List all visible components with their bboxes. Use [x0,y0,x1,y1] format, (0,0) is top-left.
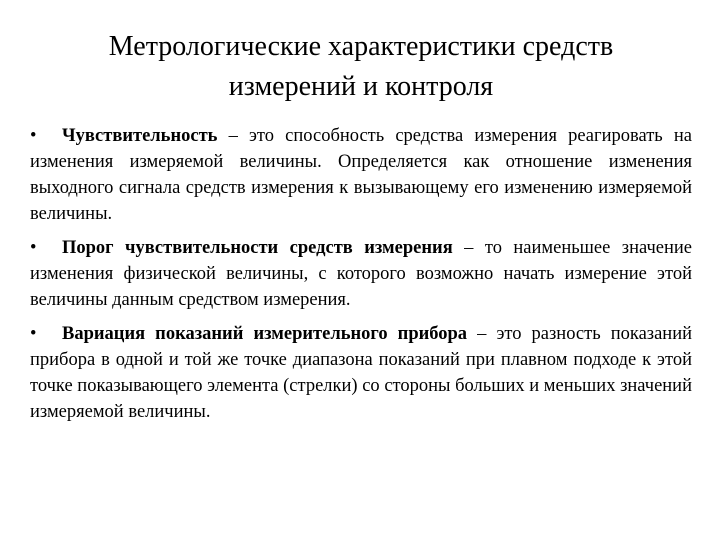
definition-item-threshold [30,235,692,313]
definition-term: Вариация показаний измерительного прибора [62,324,468,344]
bullet-icon: • [30,324,37,344]
definition-text: – это разность показаний прибора в одной и той же точке диапазона показаний при плавном подходе к этой точке показывающего элемента (стрелки) со стороны больших и меньших значений измеряемой величины. [30,324,692,422]
definition-text: – то наименьшее значение изменения физической величины, с которого возможно начать измерение этой величины данным средством измерения. [30,238,692,310]
title-line-2: измерений и контроля [228,71,494,102]
definition-term: Порог чувствительности средств измерения [62,238,453,258]
definition-item-variation [30,321,692,425]
definition-term: Чувствительность [62,126,218,146]
title-line-1: Метрологические характеристики средств [108,31,614,62]
slide-title [30,27,692,107]
definition-list [30,123,692,425]
definition-item-sensitivity [30,123,692,227]
definition-text: – это способность средства измерения реагировать на изменения измеряемой величины. Определяется как отношение изменения выходного сигнала средств измерения к вызывающему его изменению измеряемой величины. [30,126,692,224]
bullet-icon: • [30,238,37,258]
bullet-icon: • [30,126,37,146]
